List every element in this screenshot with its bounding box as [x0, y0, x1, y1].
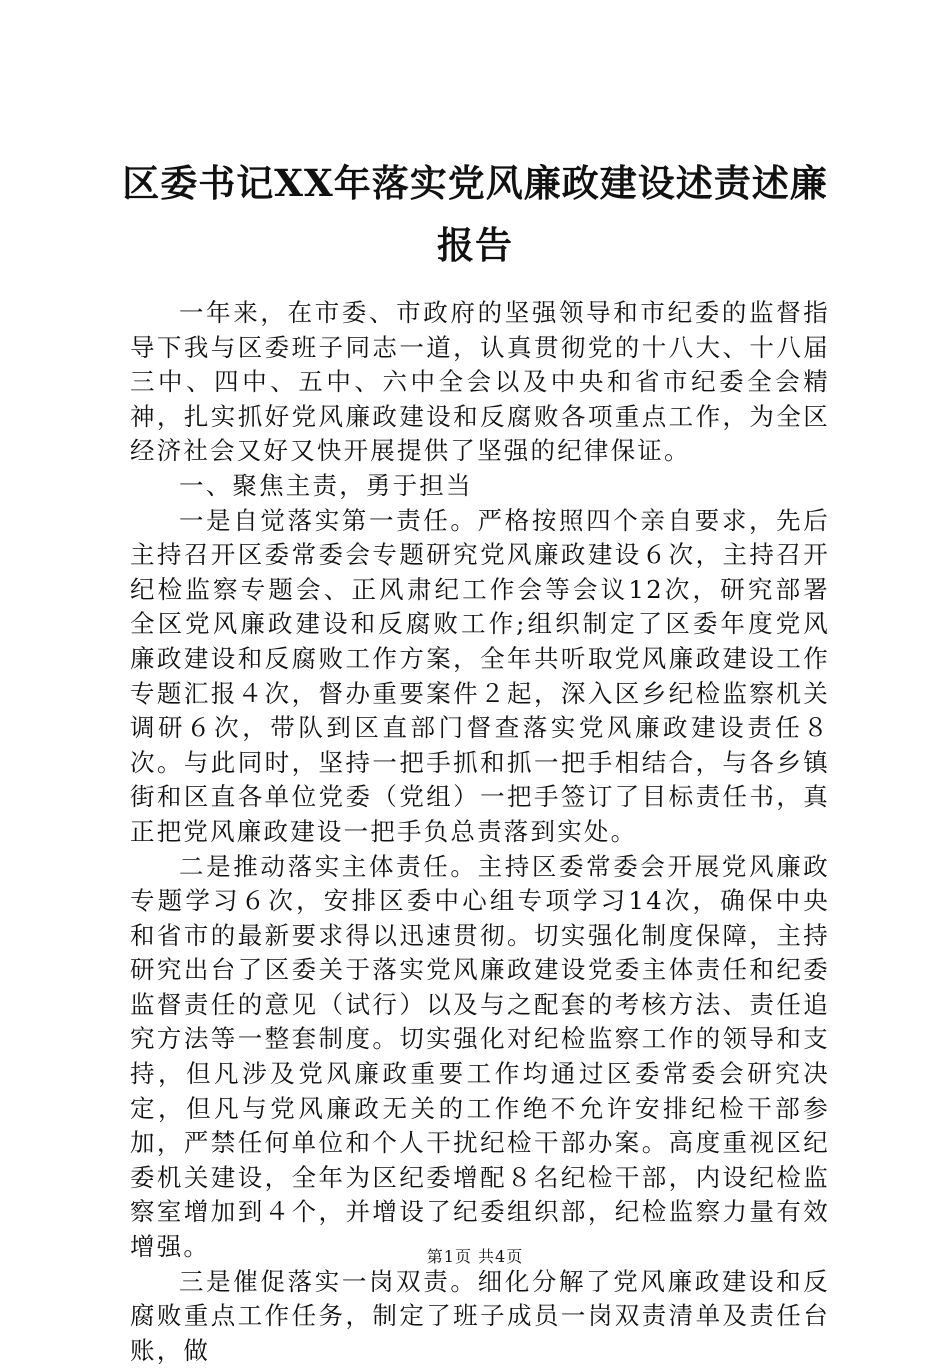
- document-title: 区委书记XX年落实党风廉政建设述责述廉报告: [122, 161, 828, 267]
- document-body: [130, 296, 830, 1368]
- page-footer: 第1页 共4页: [426, 1247, 524, 1266]
- paragraph-main-responsibility: 二是推动落实主体责任。主持区委常委会开展党风廉政专题学习６次，安排区委中心组专项学习14次，确保中央和省市的最新要求得以迅速贯彻。切实强化制度保障，主持研究出台了区委关于落实党风廉政建设党委主体责任和纪委监督责任的意见（试行）以及与之配套的考核方法、责任追究方法等一整套制度。切实强化对纪检监察工作的领导和支持，但凡涉及党风廉政重要工作均通过区委常委会研究决定，但凡与党风廉政无关的工作绝不允许安排纪检干部参加，严禁任何单位和个人干扰纪检干部办案。高度重视区纪委机关建设，全年为区纪委增配８名纪检干部，内设纪检监察室增加到４个，并增设了纪委组织部，纪检监察力量有效增强。: [130, 851, 830, 1262]
- paragraph-first-responsibility: 一是自觉落实第一责任。严格按照四个亲自要求，先后主持召开区委常委会专题研究党风廉政建设６次，主持召开纪检监察专题会、正风肃纪工作会等会议12次，研究部署全区党风廉政建设和反腐败工作;组织制定了区委年度党风廉政建设和反腐败工作方案，全年共听取党风廉政建设工作专题汇报４次，督办重要案件２起，深入区乡纪检监察机关调研６次，带队到区直部门督查落实党风廉政建设责任８次。与此同时，坚持一把手抓和抓一把手相结合，与各乡镇街和区直各单位党委（党组）一把手签订了目标责任书，真正把党风廉政建设一把手负总责落到实处。: [130, 505, 830, 846]
- section-heading-1: 一、聚焦主责，勇于担当: [179, 470, 473, 500]
- paragraph-dual-responsibility: 三是催促落实一岗双责。细化分解了党风廉政建设和反腐败重点工作任务，制定了班子成员一岗双责清单及责任台账，做: [130, 1266, 830, 1365]
- paragraph-intro: 一年来，在市委、市政府的坚强领导和市纪委的监督指导下我与区委班子同志一道，认真贯彻党的十八大、十八届三中、四中、五中、六中全会以及中央和省市纪委全会精神，扎实抓好党风廉政建设和反腐败各项重点工作，为全区经济社会又好又快开展提供了坚强的纪律保证。: [130, 298, 830, 466]
